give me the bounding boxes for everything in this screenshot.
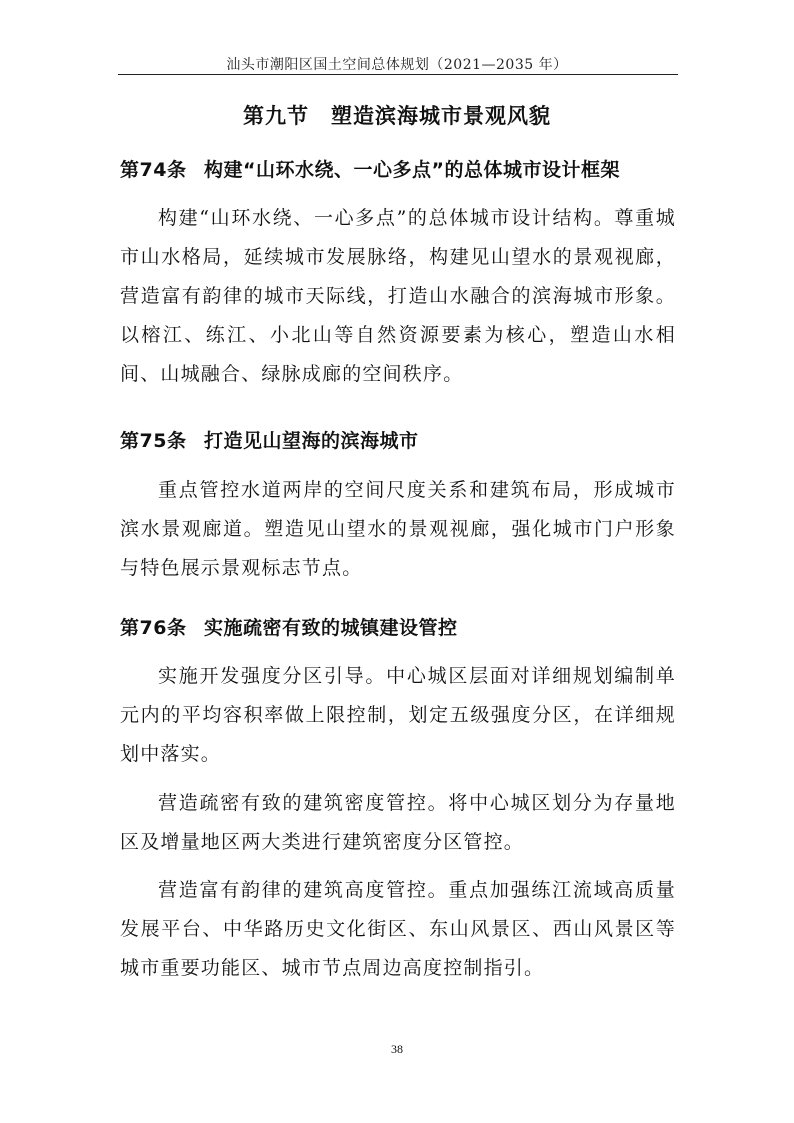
section-number: 第九节 — [243, 104, 309, 128]
article-title: 实施疏密有致的城镇建设管控 — [204, 617, 458, 639]
section-heading — [0, 100, 794, 130]
article-title: 构建“山环水绕、一心多点”的总体城市设计框架 — [204, 159, 620, 181]
article-75-paragraph-1: 重点管控水道两岸的空间尺度关系和建筑布局，形成城市滨水景观廊道。塑造见山望水的景观视廊，强化城市门户形象与特色展示景观标志节点。 — [120, 479, 676, 579]
header-divider — [118, 74, 678, 75]
article-76-paragraph-1: 实施开发强度分区引导。中心城区层面对详细规划编制单元内的平均容积率做上限控制，划定五级强度分区，在详细规划中落实。 — [120, 665, 676, 765]
section-title: 塑造滨海城市景观风貌 — [331, 104, 551, 128]
article-76-paragraph-2: 营造疏密有致的建筑密度管控。将中心城区划分为存量地区及增量地区两大类进行建筑密度分区管控。 — [120, 792, 676, 853]
article-76-paragraph-3: 营造富有韵律的建筑高度管控。重点加强练江流域高质量发展平台、中华路历史文化街区、东山风景区、西山风景区等城市重要功能区、城市节点周边高度控制指引。 — [120, 879, 676, 979]
article-number: 第76条 — [120, 617, 187, 639]
running-header: 汕头市潮阳区国土空间总体规划（2021—2035 年） — [226, 57, 568, 73]
article-title: 打造见山望海的滨海城市 — [204, 430, 419, 452]
article-number: 第75条 — [120, 430, 187, 452]
article-heading-75 — [120, 426, 419, 453]
article-74-paragraph-1: 构建“山环水绕、一心多点”的总体城市设计结构。尊重城市山水格局，延续城市发展脉络，构建见山望水的景观视廊，营造富有韵律的城市天际线，打造山水融合的滨海城市形象。以榕江、练江、小北山等自然资源要素为核心，塑造山水相间、山城融合、绿脉成廊的空间秩序。 — [120, 207, 676, 385]
page-number: 38 — [391, 1042, 403, 1056]
article-number: 第74条 — [120, 159, 187, 181]
article-heading-76 — [120, 613, 458, 640]
article-heading-74 — [120, 155, 620, 182]
